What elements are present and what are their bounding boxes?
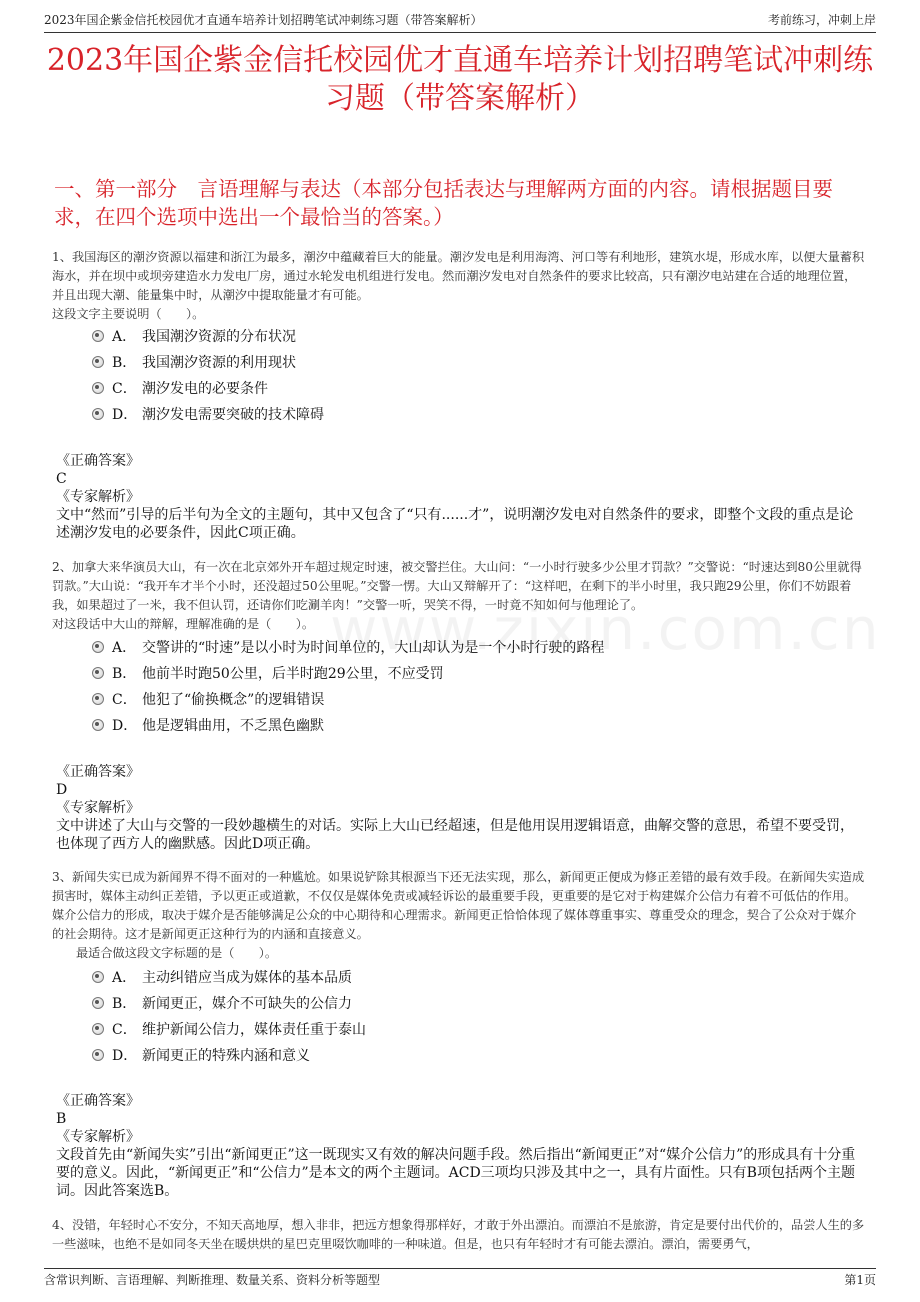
- option-letter: A．: [112, 329, 137, 345]
- header-doc-title: 2023年国企紫金信托校园优才直通车培养计划招聘笔试冲刺练习题（带答案解析）: [44, 13, 483, 27]
- option-letter: D．: [112, 718, 138, 734]
- option-a[interactable]: [92, 965, 860, 991]
- option-d[interactable]: [92, 1043, 860, 1069]
- answer-block-q1: [56, 452, 864, 542]
- option-text: 他前半时跑50公里，后半时跑29公里，不应受罚: [142, 666, 444, 682]
- radio-icon[interactable]: [92, 356, 104, 368]
- question-stem: 2、加拿大来华演员大山，有一次在北京郊外开车超过规定时速，被交警拦住。大山问：“一小时行驶多少公里才罚款？”交警说：“时速达到80公里就得罚款。”大山说：“我开车才半个小时，还没超过50公里呢。”交警一愣。大山又辩解开了：“这样吧，在剩下的半小时里，我只跑29公里，你们不妨跟着我，如果超过了一米，我不但认罚，还请你们吃涮羊肉！”交警一听，哭笑不得，一时竟不知如何与他理论了。: [52, 560, 862, 612]
- radio-icon[interactable]: [92, 330, 104, 342]
- option-letter: B．: [112, 666, 137, 682]
- analysis-text: 文段首先由“新闻失实”引出“新闻更正”这一既现实又有效的解决问题手段。然后指出“新闻更正”对“媒介公信力”的形成具有十分重要的意义。因此，“新闻更正”和“公信力”是本文的两个主题词。ACD三项均只涉及其中之一，具有片面性。只有B项包括两个主题词。因此答案选B。: [56, 1147, 856, 1199]
- answer-label: 《正确答案》: [56, 1093, 140, 1109]
- radio-icon[interactable]: [92, 382, 104, 394]
- option-c[interactable]: [92, 1017, 860, 1043]
- page-title: 2023年国企紫金信托校园优才直通车培养计划招聘笔试冲刺练习题（带答案解析）: [46, 43, 874, 116]
- option-text: 新闻更正，媒介不可缺失的公信力: [142, 996, 352, 1012]
- option-letter: D．: [112, 1048, 138, 1064]
- option-text: 潮汐发电的必要条件: [142, 381, 268, 397]
- question-stem: 1、我国海区的潮汐资源以福建和浙江为最多，潮汐中蕴藏着巨大的能量。潮汐发电是利用海湾、河口等有利地形，建筑水堤，形成水库，以便大量蓄积海水，并在坝中或坝旁建造水力发电厂房，通过水轮发电机组进行发电。然而潮汐发电对自然条件的要求比较高，只有潮汐电站建在合适的地理位置，并且出现大潮、能量集中时，从潮汐中提取能量才有可能。: [52, 250, 865, 302]
- option-text: 交警讲的“时速”是以小时为时间单位的，大山却认为是一个小时行驶的路程: [142, 640, 605, 656]
- section-heading: 一、第一部分 言语理解与表达（本部分包括表达与理解两方面的内容。请根据题目要求，在四个选项中选出一个最恰当的答案。）: [54, 177, 833, 229]
- radio-icon[interactable]: [92, 667, 104, 679]
- question-3: [52, 868, 868, 963]
- option-b[interactable]: [92, 991, 860, 1017]
- option-b[interactable]: [92, 350, 860, 376]
- answer-block-q2: [56, 763, 864, 853]
- answer-value: B: [56, 1111, 67, 1127]
- analysis-label: 《专家解析》: [56, 489, 140, 505]
- option-text: 新闻更正的特殊内涵和意义: [142, 1048, 310, 1064]
- option-c[interactable]: [92, 376, 860, 402]
- radio-icon[interactable]: [92, 997, 104, 1009]
- option-letter: D．: [112, 407, 138, 423]
- options-q3: [92, 965, 860, 1069]
- header-slogan: 考前练习，冲刺上岸: [767, 13, 876, 27]
- option-letter: A．: [112, 640, 137, 656]
- option-a[interactable]: [92, 324, 860, 350]
- option-d[interactable]: [92, 402, 860, 428]
- option-text: 他犯了“偷换概念”的逻辑错误: [142, 692, 325, 708]
- answer-block-q3: [56, 1092, 864, 1200]
- analysis-label: 《专家解析》: [56, 800, 140, 816]
- page-header: [44, 10, 876, 33]
- radio-icon[interactable]: [92, 1049, 104, 1061]
- option-text: 维护新闻公信力，媒体责任重于泰山: [142, 1022, 366, 1038]
- analysis-text: 文中讲述了大山与交警的一段妙趣横生的对话。实际上大山已经超速，但是他用误用逻辑语意，曲解交警的意思，希望不要受罚，也体现了西方人的幽默感。因此D项正确。: [56, 818, 854, 852]
- question-1: [52, 248, 868, 324]
- option-a[interactable]: [92, 635, 860, 661]
- radio-icon[interactable]: [92, 1023, 104, 1035]
- radio-icon[interactable]: [92, 719, 104, 731]
- option-d[interactable]: [92, 713, 860, 739]
- option-letter: A．: [112, 970, 137, 986]
- option-text: 他是逻辑曲用，不乏黑色幽默: [142, 718, 324, 734]
- question-prompt: 最适合做这段文字标题的是（ ）。: [76, 946, 278, 960]
- question-4: [52, 1216, 868, 1254]
- radio-icon[interactable]: [92, 408, 104, 420]
- question-prompt: 这段文字主要说明（ ）。: [52, 307, 205, 321]
- option-text: 主动纠错应当成为媒体的基本品质: [142, 970, 352, 986]
- option-letter: B．: [112, 996, 137, 1012]
- answer-label: 《正确答案》: [56, 764, 140, 780]
- question-prompt: 对这段话中大山的辩解，理解准确的是（ ）。: [52, 617, 315, 631]
- option-b[interactable]: [92, 661, 860, 687]
- page-footer: [44, 1268, 876, 1291]
- option-text: 潮汐发电需要突破的技术障碍: [142, 407, 324, 423]
- question-stem: 3、新闻失实已成为新闻界不得不面对的一种尴尬。如果说铲除其根源当下还无法实现，那么，新闻更正便成为修正差错的最有效手段。在新闻失实造成损害时，媒体主动纠正差错，予以更正或道歉，不仅仅是媒体免责或减轻诉讼的最重要手段，更重要的是它对于构建媒介公信力有着不可低估的作用。媒介公信力的形成，取决于媒介是否能够满足公众的中心期待和心理需求。新闻更正恰恰体现了媒体尊重事实、尊重受众的理念，契合了公众对于媒介的社会期待。这才是新闻更正这种行为的内涵和直接意义。: [52, 870, 865, 941]
- question-stem: 4、没错，年轻时心不安分，不知天高地厚，想入非非，把远方想象得那样好，才敢于外出漂泊。而漂泊不是旅游，肯定是要付出代价的，品尝人生的多一些滋味，也绝不是如同冬天坐在暖烘烘的星巴克里啜饮咖啡的一种味道。但是，也只有年轻时才有可能去漂泊。漂泊，需要勇气，: [52, 1218, 865, 1251]
- option-letter: C．: [112, 692, 137, 708]
- question-2: [52, 558, 868, 634]
- answer-value: D: [56, 782, 68, 798]
- options-q2: [92, 635, 860, 739]
- analysis-label: 《专家解析》: [56, 1129, 140, 1145]
- page-number: 第1页: [844, 1273, 876, 1287]
- footer-topics: 含常识判断、言语理解、判断推理、数量关系、资料分析等题型: [44, 1273, 381, 1287]
- answer-label: 《正确答案》: [56, 453, 140, 469]
- option-letter: C．: [112, 1022, 137, 1038]
- option-letter: C．: [112, 381, 137, 397]
- radio-icon[interactable]: [92, 693, 104, 705]
- radio-icon[interactable]: [92, 971, 104, 983]
- radio-icon[interactable]: [92, 641, 104, 653]
- options-q1: [92, 324, 860, 428]
- option-letter: B．: [112, 355, 137, 371]
- option-text: 我国潮汐资源的分布状况: [142, 329, 296, 345]
- option-text: 我国潮汐资源的利用现状: [142, 355, 296, 371]
- answer-value: C: [56, 471, 67, 487]
- option-c[interactable]: [92, 687, 860, 713]
- analysis-text: 文中“然而”引导的后半句为全文的主题句，其中又包含了“只有......才”，说明潮汐发电对自然条件的要求，即整个文段的重点是论述潮汐发电的必要条件，因此C项正确。: [56, 507, 854, 541]
